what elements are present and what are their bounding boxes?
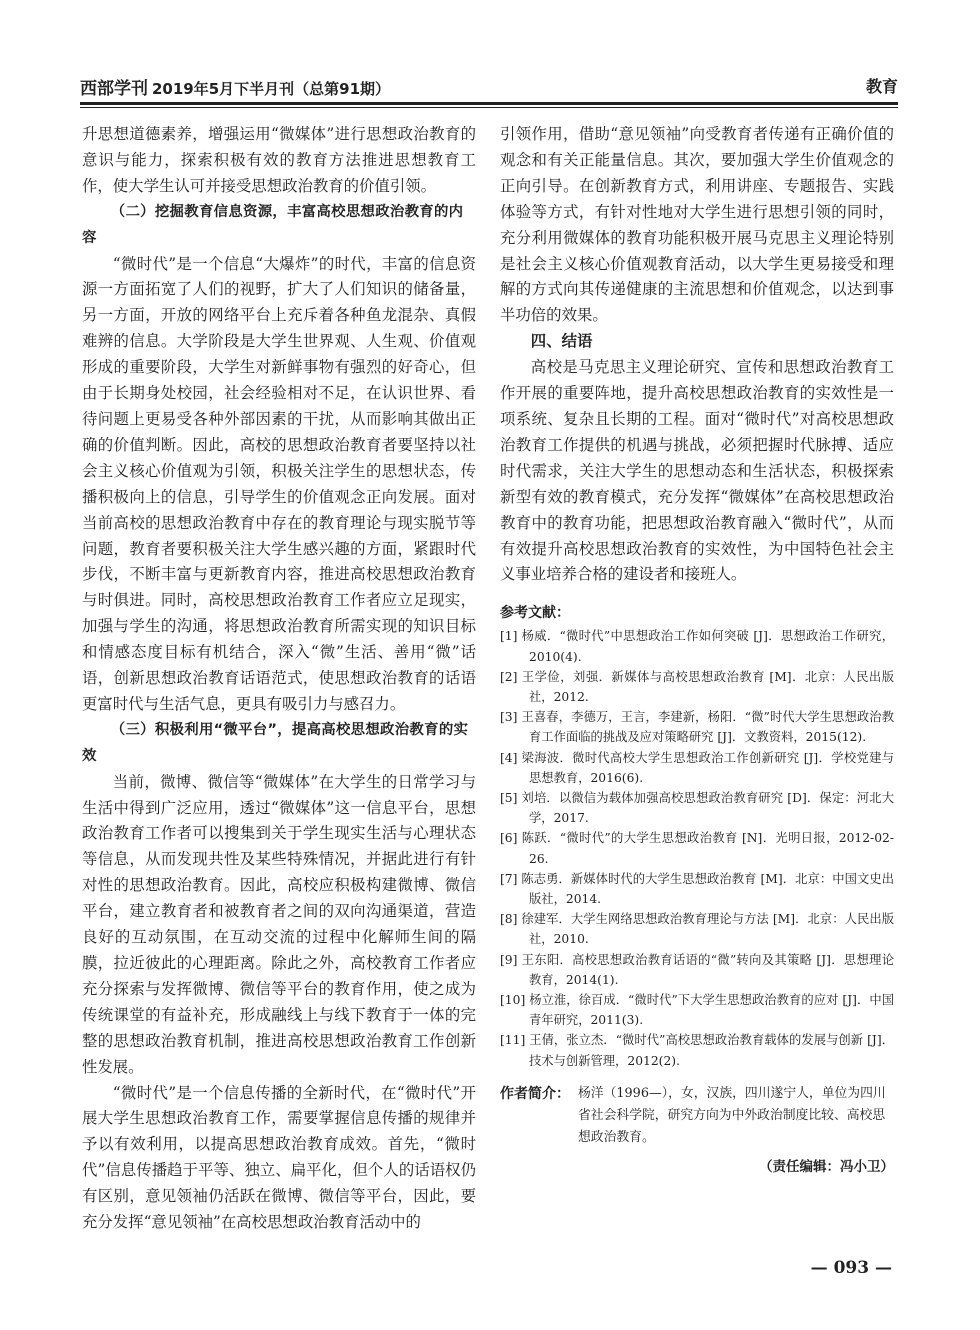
journal-title [80, 74, 390, 99]
reference-item: [5] 刘培．以微信为载体加强高校思想政治教育研究 [D]．保定：河北大学，2017. [500, 790, 894, 826]
reference-item: [11] 王倩，张立杰．“微时代”高校思想政治教育载体的发展与创新 [J]．技术与创新管理，2012(2). [500, 1033, 894, 1068]
body-paragraph: “微时代”是一个信息传播的全新时代，在“微时代”开展大学生思想政治教育工作，需要掌握信息传播的规律并予以有效利用，以提高思想政治教育成效。首先，“微时代”信息传播趋于平等、独立、扁平化，但个人的话语权仍有区别，意见领袖仍活跃在微博、微信等平台，因此，要充分发挥“意见领袖”在高校思想政治教育活动中的 [82, 1083, 476, 1232]
journal-logo: 西部学刊 [80, 79, 148, 99]
section-label: 教育 [865, 77, 898, 96]
reference-item: [7] 陈志勇．新媒体时代的大学生思想政治教育 [M]．北京：中国文史出版社，2014. [500, 871, 894, 906]
reference-item: [10] 杨立淮，徐百成．“微时代”下大学生思想政治教育的应对 [J]．中国青年研究，2011(3). [500, 992, 894, 1028]
references-list [500, 626, 894, 1070]
references-title: 参考文献： [500, 605, 570, 622]
author-text: 杨洋（1996—），女，汉族，四川遂宁人，单位为四川省社会科学院，研究方向为中外政治制度比较、高校思想政治教育。 [578, 1085, 886, 1145]
header-rule-thin [80, 107, 898, 108]
body-paragraph: 升思想道德素养，增强运用“微媒体”进行思想政治教育的意识与能力，探索积极有效的教育方法推进思想教育工作，使大学生认可并接受思想政治教育的价值引领。 [82, 125, 476, 195]
reference-item: [8] 徐建军．大学生网络思想政治教育理论与方法 [M]．北京：人民出版社，2010. [500, 912, 894, 947]
author-bio [500, 1083, 894, 1149]
page-number: — 093 — [810, 1258, 892, 1278]
journal-issue: 2019年5月下半月刊（总第91期） [152, 80, 391, 98]
page-header [80, 70, 898, 100]
responsible-editor: （责任编辑：冯小卫） [759, 1158, 894, 1175]
reference-item: [3] 王喜春，李德万，王言，李建新，杨阳．“微”时代大学生思想政治教育工作面临的挑战及应对策略研究 [J]．文教资料，2015(12). [500, 710, 894, 745]
body-paragraph: “微时代”是一个信息“大爆炸”的时代，丰富的信息资源一方面拓宽了人们的视野，扩大了人们知识的储备量，另一方面，开放的网络平台上充斥着各种鱼龙混杂、真假难辨的信息。大学阶段是大学生世界观、人生观、价值观形成的重要阶段，大学生对新鲜事物有强烈的好奇心，但由于长期身处校园，社会经验相对不足，在认识世界、看待问题上更易受各种外部因素的干扰，从而影响其做出正确的价值判断。因此，高校的思想政治教育者要坚持以社会主义核心价值观为引领，积极关注学生的思想状态，传播积极向上的信息，引导学生的价值观念正向发展。面对当前高校的思想政治教育中存在的教育理论与现实脱节等问题，教育者要积极关注大学生感兴趣的方面，紧跟时代步伐，不断丰富与更新教育内容，推进高校思想政治教育与时俱进。同时，高校思想政治教育工作者应立足现实，加强与学生的沟通，将思想政治教育所需实现的知识目标和情感态度目标有机结合，深入“微”生活、善用“微”话语，创新思想政治教育话语范式，使思想政治教育的话语更富时代与生活气息，更具有吸引力与感召力。 [82, 254, 476, 713]
reference-item: [1] 杨威．“微时代”中思想政治工作如何突破 [J]．思想政治工作研究，2010(4). [500, 629, 894, 664]
right-column-body [500, 122, 894, 588]
section-heading: 四、结语 [530, 332, 593, 351]
subsection-heading: （三）积极利用“微平台”，提高高校思想政治教育的实效 [82, 721, 469, 764]
author-label: 作者简介： [500, 1085, 570, 1102]
body-paragraph: 引领作用，借助“意见领袖”向受教育者传递有正确价值的观念和有关正能量信息。其次，要加强大学生价值观念的正向引导。在创新教育方式，利用讲座、专题报告、实践体验等方式，有针对性地对大学生进行思想引领的同时，充分利用微媒体的教育功能积极开展马克思主义理论特别是社会主义核心价值观教育活动，以大学生更易接受和理解的方式向其传递健康的主流思想和价值观念，以达到事半功倍的效果。 [500, 125, 894, 325]
subsection-heading: （二）挖掘教育信息资源，丰富高校思想政治教育的内容 [82, 203, 464, 246]
body-paragraph: 当前，微博、微信等“微媒体”在大学生的日常学习与生活中得到广泛应用，透过“微媒体”这一信息平台，思想政治教育工作者可以搜集到关于学生现实生活与心理状态等信息，从而发现共性及某些特殊情况，并据此进行有针对性的思想政治教育。因此，高校应积极构建微博、微信平台，建立教育者和被教育者之间的双向沟通渠道，营造良好的互动氛围，在互动交流的过程中化解师生间的隔膜，拉近彼此的心理距离。除此之外，高校教育工作者应充分探索与发挥微博、微信等平台的教育作用，使之成为传统课堂的有益补充，形成融线上与线下教育于一体的完整的思想政治教育机制，推进高校思想政治教育工作创新性发展。 [82, 772, 476, 1076]
body-paragraph: 高校是马克思主义理论研究、宣传和思想政治教育工作开展的重要阵地，提升高校思想政治教育的实效性是一项系统、复杂且长期的工程。面对“微时代”对高校思想政治教育工作提供的机遇与挑战，必须把握时代脉搏、适应时代需求，关注大学生的思想动态和生活状态，积极探索新型有效的教育模式，充分发挥“微媒体”在高校思想政治教育中的教育功能，把思想政治教育融入“微时代”，从而有效提升高校思想政治教育的实效性，为中国特色社会主义事业培养合格的建设者和接班人。 [500, 358, 894, 584]
right-column [500, 122, 894, 1175]
reference-item: [2] 王学俭，刘强．新媒体与高校思想政治教育 [M]．北京：人民出版社，2012. [500, 669, 894, 704]
header-rule-thick [80, 102, 898, 105]
reference-item: [4] 梁海波．微时代高校大学生思想政治工作创新研究 [J]．学校党建与思想教育，2016(6). [500, 750, 894, 785]
left-column [82, 122, 476, 1236]
reference-item: [9] 王东阳．高校思想政治教育话语的“微”转向及其策略 [J]．思想理论教育，2014(1). [500, 952, 894, 987]
reference-item: [6] 陈跃．“微时代”的大学生思想政治教育 [N]．光明日报，2012-02-26. [500, 831, 894, 866]
